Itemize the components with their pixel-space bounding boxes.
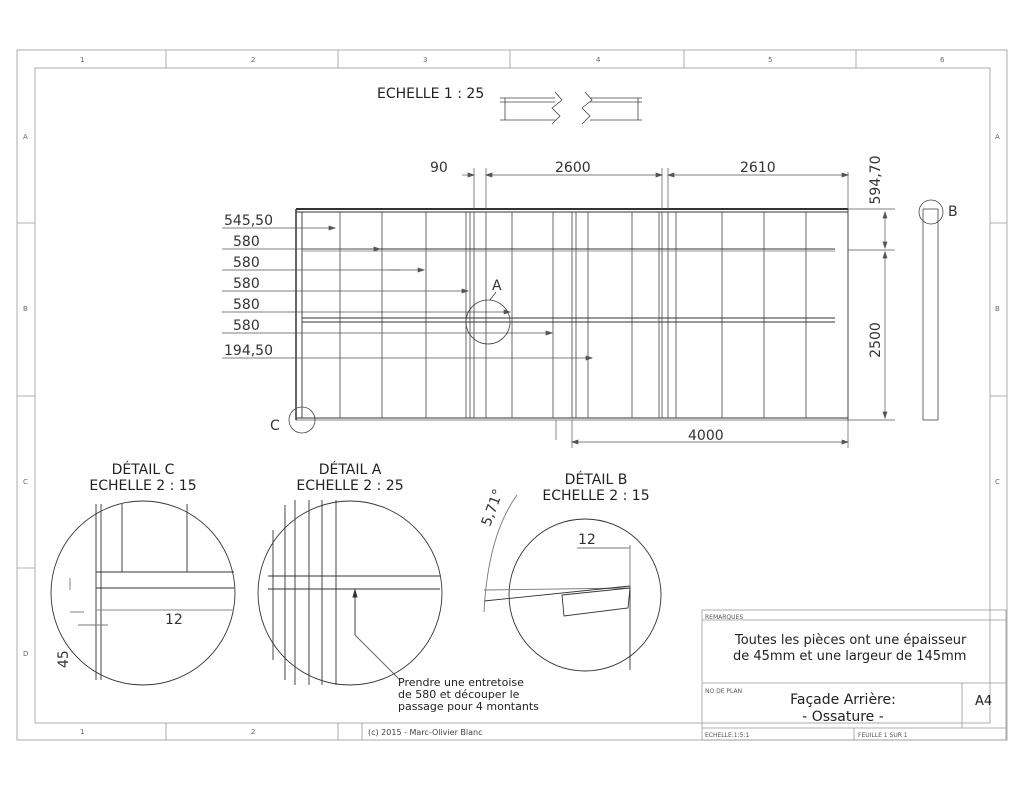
detail-a-title: DÉTAIL A (318, 462, 382, 478)
dim-left-194-50: 194,50 (224, 343, 273, 359)
callout-b-label: B (948, 204, 958, 220)
zone-col-2: 2 (251, 56, 256, 64)
right-dimensions (848, 209, 895, 420)
sheet-format: A4 (975, 694, 993, 709)
zone-row-b: B (23, 305, 28, 313)
detail-c-dim-45: 45 (56, 650, 72, 668)
dim-left-580-1: 580 (233, 234, 260, 250)
zone-col-1-bottom: 1 (80, 728, 85, 736)
callout-a-label: A (492, 278, 502, 294)
dim-right-594-70: 594,70 (868, 155, 884, 205)
zone-row-d: D (23, 650, 29, 658)
remarks-line-1: Toutes les pièces ont une épaisseur (735, 633, 967, 648)
detail-a-note-line-2: de 580 et découper le (398, 688, 520, 701)
zone-col-5: 5 (768, 56, 773, 64)
break-symbol (500, 92, 642, 124)
wall-studs (340, 212, 806, 418)
drawing-title-line-1: Façade Arrière: (790, 692, 896, 708)
detail-b-scale: ECHELLE 2 : 15 (542, 488, 650, 504)
detail-c-dim-12: 12 (165, 612, 183, 628)
zone-col-4: 4 (596, 56, 601, 64)
dim-top-2610: 2610 (740, 160, 776, 176)
dim-left-580-4: 580 (233, 297, 260, 313)
dim-left-580-5: 580 (233, 318, 260, 334)
detail-a-scale: ECHELLE 2 : 25 (296, 478, 404, 494)
top-dimensions (462, 168, 848, 209)
detail-a-note-line-1: Prendre une entretoise (398, 676, 524, 689)
detail-a-note-line-3: passage pour 4 montants (398, 700, 539, 713)
left-dimensions (222, 226, 592, 360)
callout-b-circle (919, 200, 943, 420)
scale-footer: ECHELLE:1:5:1 (705, 732, 750, 739)
sheet-footer: FEUILLE 1 SUR 1 (858, 732, 908, 739)
drawing-title-line-2: - Ossature - (802, 709, 884, 725)
plan-number-header: NO DE PLAN (705, 688, 743, 695)
detail-a-drawing (258, 500, 442, 685)
detail-b-drawing (484, 495, 661, 671)
callout-c-label: C (270, 418, 280, 434)
zone-col-3: 3 (423, 56, 428, 64)
dim-top-2600: 2600 (555, 160, 591, 176)
detail-c-drawing (51, 501, 235, 685)
zone-row-b-right: B (995, 305, 1000, 313)
zone-row-a: A (23, 133, 28, 141)
remarks-header: REMARQUES (705, 614, 744, 621)
dim-bottom-4000: 4000 (688, 428, 724, 444)
detail-c-scale: ECHELLE 2 : 15 (89, 478, 197, 494)
zone-row-c-right: C (995, 478, 1000, 486)
dim-left-545-50: 545,50 (224, 213, 273, 229)
copyright-text: (c) 2015 - Marc-Olivier Blanc (368, 728, 483, 737)
remarks-line-2: de 45mm et une largeur de 145mm (733, 649, 967, 664)
zone-col-6: 6 (940, 56, 945, 64)
zone-row-c: C (23, 478, 28, 486)
zone-col-2-bottom: 2 (251, 728, 256, 736)
detail-b-title: DÉTAIL B (564, 472, 628, 488)
dim-left-580-2: 580 (233, 255, 260, 271)
dim-top-90: 90 (430, 160, 448, 176)
detail-b-dim-12: 12 (578, 532, 596, 548)
zone-col-1: 1 (80, 56, 85, 64)
main-scale-label: ECHELLE 1 : 25 (377, 86, 485, 102)
detail-b-angle: 5,71° (478, 487, 507, 529)
zone-row-a-right: A (995, 133, 1000, 141)
dim-right-2500: 2500 (868, 322, 884, 358)
dim-left-580-3: 580 (233, 276, 260, 292)
detail-c-title: DÉTAIL C (111, 462, 175, 478)
